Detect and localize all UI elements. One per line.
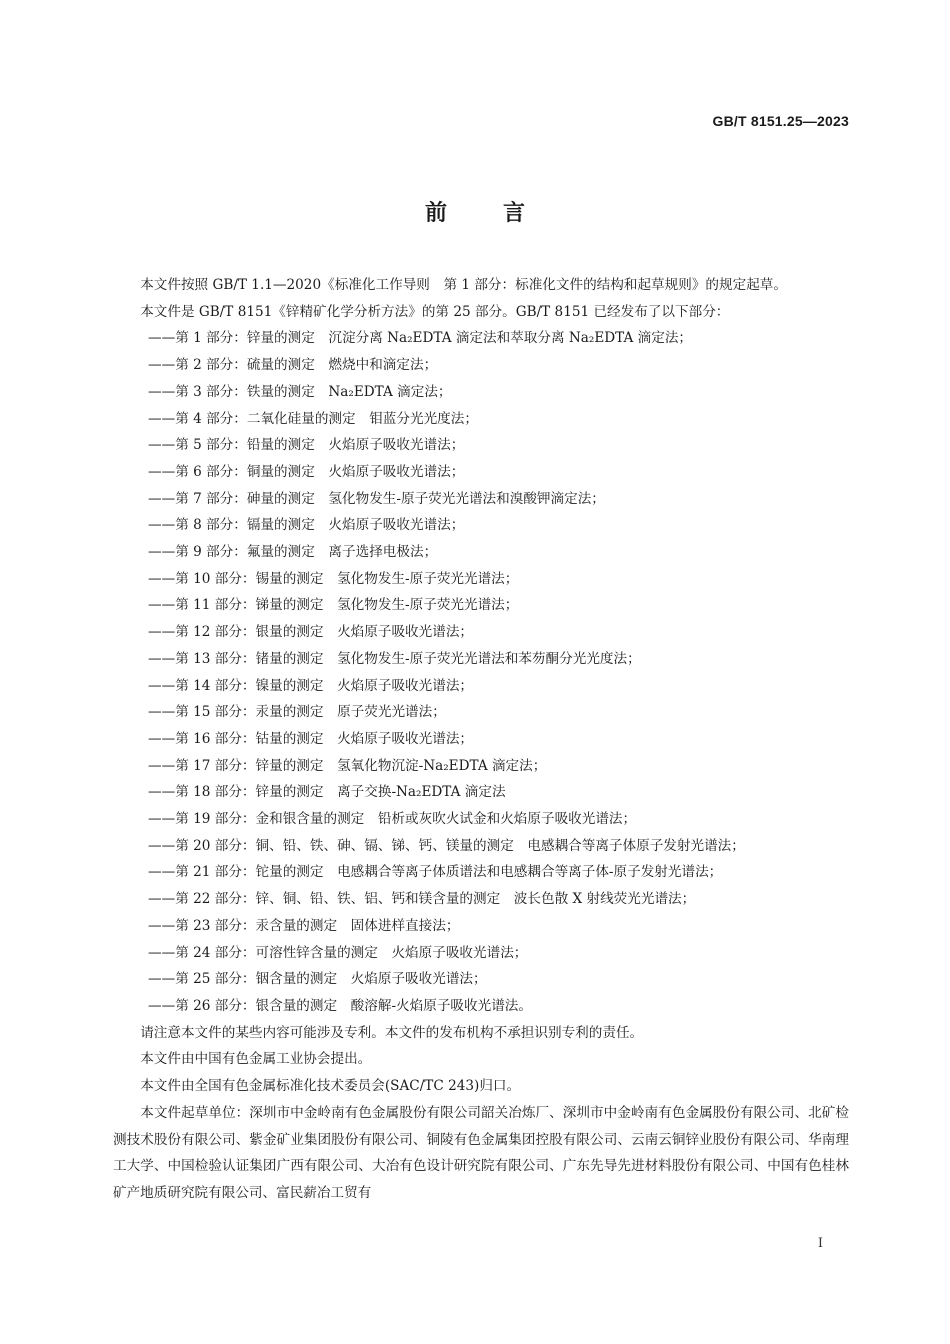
list-item: ——第 19 部分：金和银含量的测定 铅析或灰吹火试金和火焰原子吸收光谱法； — [148, 811, 637, 828]
list-item: ——第 18 部分：锌量的测定 离子交换-Na₂EDTA 滴定法 — [148, 784, 506, 801]
standard-code: GB/T 8151.25—2023 — [712, 113, 849, 129]
list-item: ——第 14 部分：镍量的测定 火焰原子吸收光谱法； — [148, 677, 474, 694]
list-item: ——第 21 部分：铊量的测定 电感耦合等离子体质谱法和电感耦合等离子体-原子发射光谱法； — [148, 864, 723, 881]
list-item: ——第 16 部分：钴量的测定 火焰原子吸收光谱法； — [148, 730, 474, 747]
list-item: ——第 15 部分：汞量的测定 原子荧光光谱法； — [148, 704, 446, 721]
list-item: ——第 6 部分：铜量的测定 火焰原子吸收光谱法； — [148, 463, 465, 480]
list-item: ——第 7 部分：砷量的测定 氢化物发生-原子荧光光谱法和溴酸钾滴定法； — [148, 490, 605, 507]
list-item: ——第 5 部分：铅量的测定 火焰原子吸收光谱法； — [148, 437, 465, 454]
list-item: ——第 8 部分：镉量的测定 火焰原子吸收光谱法； — [148, 517, 465, 534]
paragraph-proposer: 本文件由中国有色金属工业协会提出。 — [140, 1051, 372, 1068]
list-item: ——第 11 部分：锑量的测定 氢化物发生-原子荧光光谱法； — [148, 597, 519, 614]
paragraph-committee: 本文件由全国有色金属标准化技术委员会(SAC/TC 243)归口。 — [140, 1078, 521, 1095]
list-item: ——第 10 部分：锡量的测定 氢化物发生-原子荧光光谱法； — [148, 570, 519, 587]
paragraph-patent-notice: 请注意本文件的某些内容可能涉及专利。本文件的发布机构不承担识别专利的责任。 — [140, 1024, 644, 1041]
list-item: ——第 4 部分：二氧化硅量的测定 钼蓝分光光度法； — [148, 410, 478, 427]
list-item: ——第 25 部分：铟含量的测定 火焰原子吸收光谱法； — [148, 971, 487, 988]
title-char-1: 前 — [424, 201, 447, 226]
list-item: ——第 20 部分：铜、铅、铁、砷、镉、锑、钙、镁量的测定 电感耦合等离子体原子发射光谱法； — [148, 837, 745, 854]
list-item: ——第 26 部分：银含量的测定 酸溶解-火焰原子吸收光谱法。 — [148, 997, 532, 1014]
list-item: ——第 23 部分：汞含量的测定 固体进样直接法； — [148, 917, 460, 934]
parts-list — [113, 325, 849, 1019]
list-item: ——第 22 部分：锌、铜、铅、铁、铝、钙和镁含量的测定 波长色散 X 射线荧光光谱法； — [148, 891, 696, 908]
page-title — [0, 196, 950, 227]
paragraph-drafting-units: 本文件起草单位：深圳市中金岭南有色金属股份有限公司韶关冶炼厂、深圳市中金岭南有色金属股份有限公司、北矿检测技术股份有限公司、紫金矿业集团股份有限公司、铜陵有色金属集团控股有限公司、云南云铜锌业股份有限公司、华南理工大学、中国检验认证集团广西有限公司、大冶有色设计研究院有限公司、广东先导先进材料股份有限公司、中国有色桂林矿产地质研究院有限公司、富民薪冶工贸有 — [113, 1104, 849, 1201]
document-body — [113, 272, 849, 1207]
page-number: I — [817, 1236, 823, 1251]
list-item: ——第 12 部分：银量的测定 火焰原子吸收光谱法； — [148, 624, 474, 641]
paragraph-drafting-rules: 本文件按照 GB/T 1.1—2020《标准化工作导则 第 1 部分：标准化文件的结构和起草规则》的规定起草。 — [140, 277, 787, 293]
list-item: ——第 24 部分：可溶性锌含量的测定 火焰原子吸收光谱法； — [148, 944, 528, 961]
list-item: ——第 13 部分：锗量的测定 氢化物发生-原子荧光光谱法和苯芴酮分光光度法； — [148, 650, 641, 667]
list-item: ——第 17 部分：锌量的测定 氢氧化物沉淀-Na₂EDTA 滴定法； — [148, 757, 547, 774]
list-item: ——第 1 部分：锌量的测定 沉淀分离 Na₂EDTA 滴定法和萃取分离 Na₂EDTA 滴定法； — [148, 330, 693, 347]
list-item: ——第 3 部分：铁量的测定 Na₂EDTA 滴定法； — [148, 383, 452, 400]
list-item: ——第 2 部分：硫量的测定 燃烧中和滴定法； — [148, 357, 438, 374]
list-item: ——第 9 部分：氟量的测定 离子选择电极法； — [148, 544, 438, 561]
title-char-2: 言 — [503, 201, 526, 226]
paragraph-series-intro: 本文件是 GB/T 8151《锌精矿化学分析方法》的第 25 部分。GB/T 8151 已经发布了以下部分： — [140, 303, 730, 320]
